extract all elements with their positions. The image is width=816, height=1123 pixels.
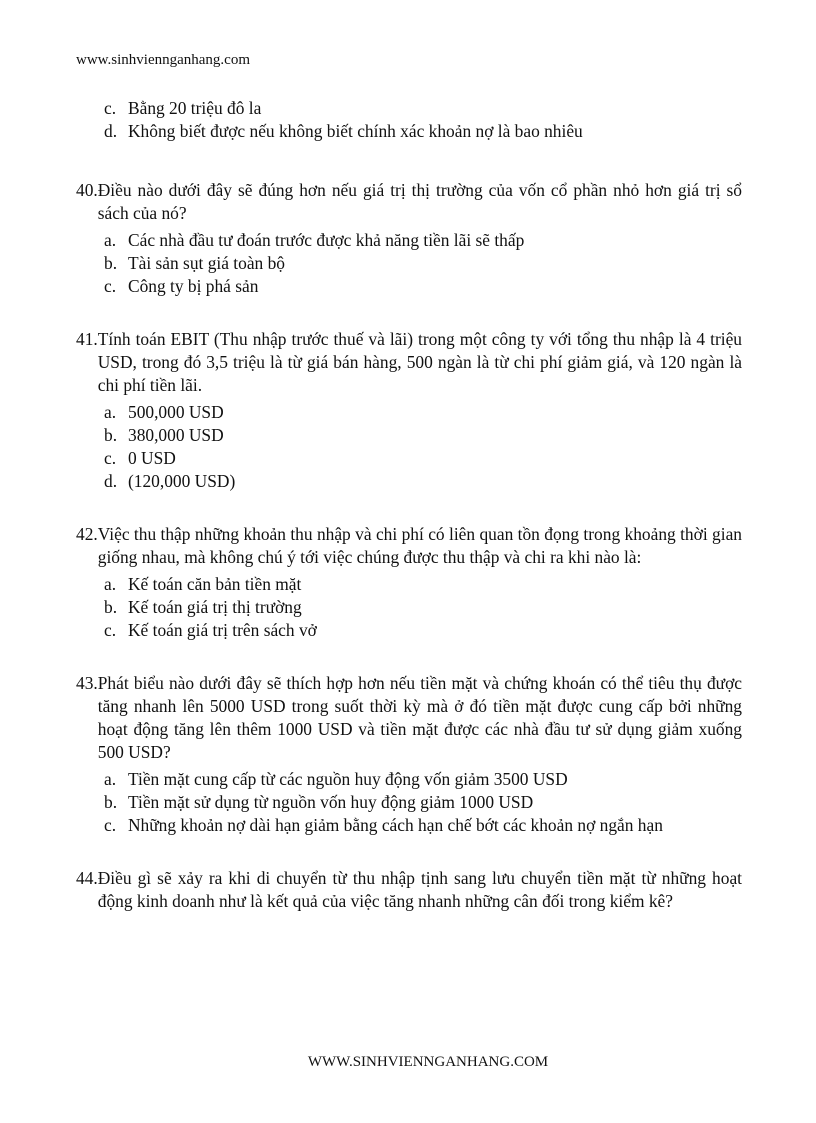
question-text: Việc thu thập những khoản thu nhập và chi phí có liên quan tồn đọng trong khoảng thời gian giống nhau, mà không chú ý tới việc chúng được thu thập và chi ra khi nào là:	[97, 524, 742, 567]
option-letter: c.	[104, 448, 117, 468]
list-item	[104, 229, 742, 252]
option-text: Kế toán căn bản tiền mặt	[128, 574, 302, 594]
option-letter: c.	[104, 276, 117, 296]
list-item	[104, 447, 742, 470]
option-text: Kế toán giá trị thị trường	[128, 597, 302, 617]
question-number: 42.	[76, 524, 98, 544]
list-item	[104, 596, 742, 619]
option-text: Công ty bị phá sản	[128, 276, 259, 296]
question-number: 43.	[76, 673, 98, 693]
option-letter: b.	[104, 792, 118, 812]
list-item	[104, 424, 742, 447]
option-letter: c.	[104, 98, 117, 118]
question-41	[76, 328, 742, 493]
option-letter: a.	[104, 402, 117, 422]
option-letter: d.	[104, 121, 118, 141]
option-text: Các nhà đầu tư đoán trước được khả năng tiền lãi sẽ thấp	[128, 230, 525, 250]
question-44	[76, 867, 742, 913]
option-text: Bằng 20 triệu đô la	[128, 98, 262, 118]
list-item	[104, 573, 742, 596]
options-list	[76, 229, 742, 298]
question-40	[76, 179, 742, 298]
question-number: 41.	[76, 329, 98, 349]
list-item	[104, 791, 742, 814]
list-item	[104, 401, 742, 424]
question-number: 40.	[76, 180, 98, 200]
option-text: 500,000 USD	[128, 402, 224, 422]
option-letter: b.	[104, 597, 118, 617]
options-list	[76, 573, 742, 642]
option-text: 380,000 USD	[128, 425, 224, 445]
option-letter: b.	[104, 425, 118, 445]
page-footer-url: WWW.SINHVIENNGANHANG.COM	[307, 1054, 549, 1070]
question-42	[76, 523, 742, 642]
continued-options-list	[76, 97, 742, 143]
options-list	[76, 401, 742, 493]
option-letter: b.	[104, 253, 118, 273]
option-text: Kế toán giá trị trên sách vở	[128, 620, 317, 640]
question-43	[76, 672, 742, 837]
option-text: 0 USD	[128, 448, 176, 468]
option-letter: c.	[104, 815, 117, 835]
question-number: 44.	[76, 868, 98, 888]
list-item	[104, 252, 742, 275]
list-item	[104, 619, 742, 642]
question-text: Điều nào dưới đây sẽ đúng hơn nếu giá trị thị trường của vốn cổ phần nhỏ hơn giá trị sổ sách của nó?	[97, 180, 742, 223]
options-list	[76, 768, 742, 837]
list-item	[104, 120, 742, 143]
option-text: Tài sản sụt giá toàn bộ	[128, 253, 285, 273]
document-body	[76, 97, 742, 913]
option-text: Những khoản nợ dài hạn giảm bằng cách hạn chế bớt các khoản nợ ngắn hạn	[128, 815, 663, 835]
question-text: Điều gì sẽ xảy ra khi di chuyển từ thu nhập tịnh sang lưu chuyển tiền mặt từ những hoạt động kinh doanh như là kết quả của việc tăng nhanh những cân đối trong kiểm kê?	[97, 868, 742, 911]
option-text: Tiền mặt sử dụng từ nguồn vốn huy động giảm 1000 USD	[128, 792, 534, 812]
question-text: Tính toán EBIT (Thu nhập trước thuế và lãi) trong một công ty với tổng thu nhập là 4 triệu USD, trong đó 3,5 triệu là từ giá bán hàng, 500 ngàn là từ chi phí giảm giá, và 120 ngàn là chi phí tiền lãi.	[97, 329, 742, 395]
list-item	[104, 275, 742, 298]
list-item	[104, 470, 742, 493]
option-letter: a.	[104, 574, 117, 594]
option-letter: a.	[104, 230, 117, 250]
option-letter: a.	[104, 769, 117, 789]
list-item	[104, 814, 742, 837]
page-header-url: www.sinhviennganhang.com	[76, 52, 250, 68]
option-text: Tiền mặt cung cấp từ các nguồn huy động vốn giảm 3500 USD	[128, 769, 568, 789]
option-letter: d.	[104, 471, 118, 491]
option-text: Không biết được nếu không biết chính xác khoản nợ là bao nhiêu	[128, 121, 583, 141]
question-text: Phát biểu nào dưới đây sẽ thích hợp hơn nếu tiền mặt và chứng khoán có thể tiêu thụ được tăng nhanh lên 5000 USD trong suốt thời kỳ mà ở đó tiền mặt được cung cấp bởi những hoạt động tăng lên thêm 1000 USD và tiền mặt được các nhà đầu tư sử dụng giảm xuống 500 USD?	[97, 673, 742, 762]
list-item	[104, 97, 742, 120]
list-item	[104, 768, 742, 791]
option-text: (120,000 USD)	[128, 471, 236, 491]
option-letter: c.	[104, 620, 117, 640]
